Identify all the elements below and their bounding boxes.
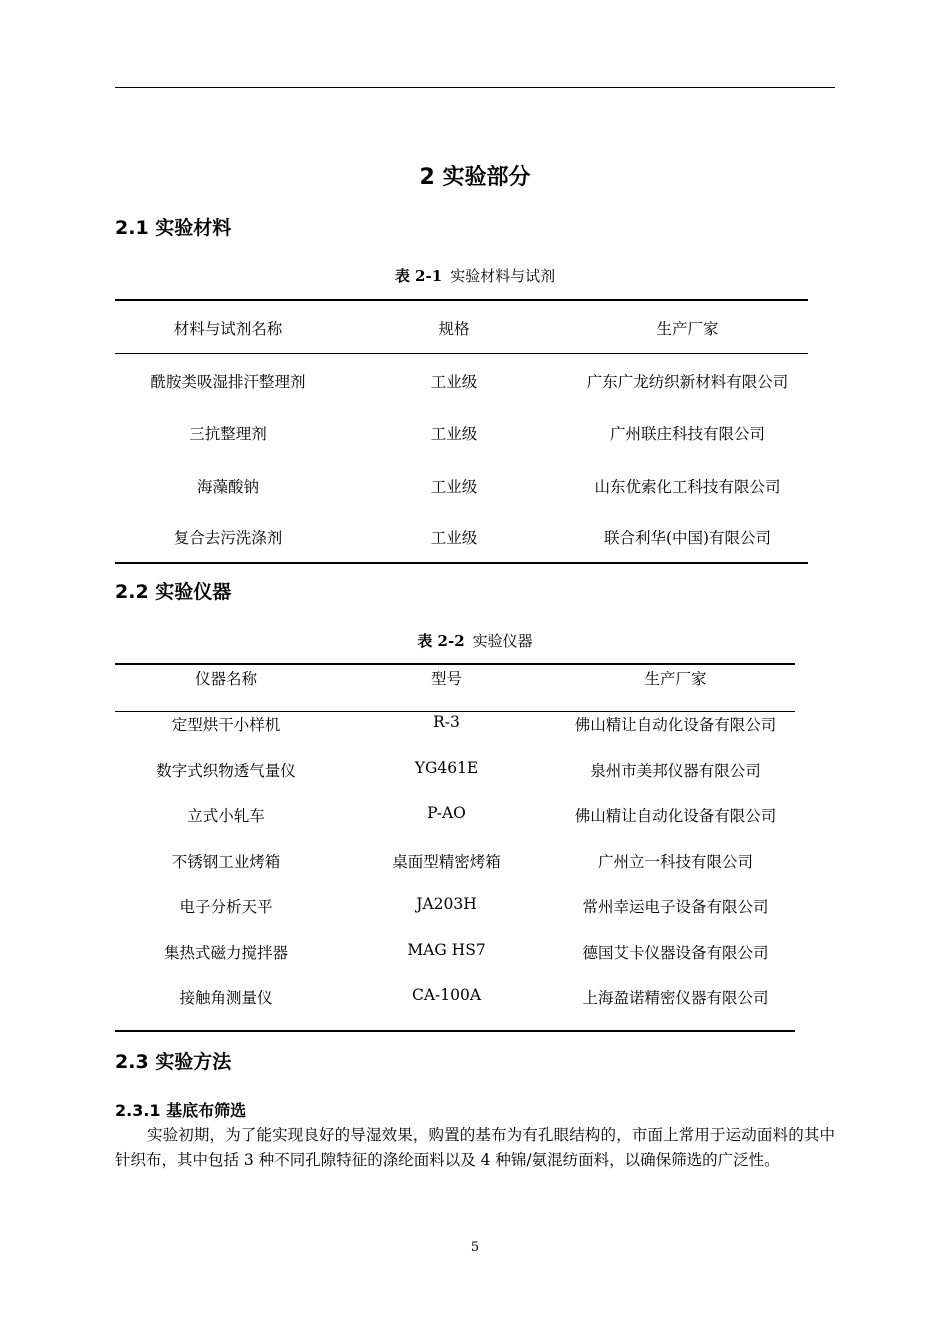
table-cell: 泉州市美邦仪器有限公司 bbox=[590, 762, 761, 780]
table2-header-row bbox=[115, 667, 795, 689]
table1-top-rule bbox=[115, 299, 808, 301]
table-row bbox=[115, 713, 795, 735]
table1-header-cell: 规格 bbox=[438, 320, 470, 338]
table1-header-row bbox=[115, 317, 808, 339]
table2-header-cell: 型号 bbox=[430, 670, 462, 688]
table-cell: 接触角测量仪 bbox=[179, 989, 273, 1007]
table-row bbox=[115, 526, 808, 548]
page-number: 5 bbox=[470, 1240, 480, 1255]
table-cell: 立式小轧车 bbox=[187, 807, 265, 825]
table-cell: 电子分析天平 bbox=[179, 898, 273, 916]
table1-header-rule bbox=[115, 353, 808, 354]
table-row bbox=[115, 804, 795, 826]
table-cell: 佛山精让自动化设备有限公司 bbox=[574, 807, 777, 825]
table-cell: 工业级 bbox=[430, 478, 478, 496]
table-cell: 定型烘干小样机 bbox=[171, 716, 281, 734]
table-cell: MAG HS7 bbox=[407, 941, 486, 959]
table1-header-cell: 材料与试剂名称 bbox=[173, 320, 283, 338]
table2-caption bbox=[0, 630, 950, 651]
table-row bbox=[115, 941, 795, 963]
body-paragraph: 实验初期，为了能实现良好的导湿效果，购置的基布为有孔眼结构的，市面上常用于运动面料的其中针织布，其中包括 3 种不同孔隙特征的涤纶面料以及 4 种锦/氨混纺面料，以确保筛选的广泛性。 bbox=[115, 1126, 835, 1169]
table-cell: 常州幸运电子设备有限公司 bbox=[582, 898, 769, 916]
table1-header-cell: 生产厂家 bbox=[656, 320, 719, 338]
table2-top-rule bbox=[115, 663, 795, 665]
table2-caption-label: 表 2-2 bbox=[417, 632, 465, 650]
table2-header-cell: 仪器名称 bbox=[194, 670, 257, 688]
table-cell: 数字式织物透气量仪 bbox=[156, 762, 296, 780]
table-cell: 上海盈诺精密仪器有限公司 bbox=[582, 989, 769, 1007]
table-cell: 海藻酸钠 bbox=[196, 478, 259, 496]
table-cell: CA-100A bbox=[411, 986, 482, 1004]
table-cell: 工业级 bbox=[430, 529, 478, 547]
table1-caption-label: 表 2-1 bbox=[394, 267, 443, 285]
chapter-title: 2 实验部分 bbox=[419, 165, 531, 190]
subsection-heading-base-fabric: 2.3.1 基底布筛选 bbox=[115, 1101, 247, 1120]
table2-bottom-rule bbox=[115, 1030, 795, 1032]
table-cell: 佛山精让自动化设备有限公司 bbox=[574, 716, 777, 734]
table-cell: P-AO bbox=[427, 804, 466, 822]
table2-header-rule bbox=[115, 711, 795, 712]
table-cell: 广州联庄科技有限公司 bbox=[609, 425, 765, 443]
table2-caption-text: 实验仪器 bbox=[472, 632, 533, 650]
table-cell: 联合利华(中国)有限公司 bbox=[603, 529, 772, 547]
table-cell: YG461E bbox=[414, 759, 479, 777]
table-row bbox=[115, 370, 808, 392]
table-cell: 广州立一科技有限公司 bbox=[597, 853, 753, 871]
table-cell: JA203H bbox=[416, 895, 477, 913]
table2-header-cell: 生产厂家 bbox=[644, 670, 707, 688]
table-row bbox=[115, 475, 808, 497]
table-cell: 桌面型精密烤箱 bbox=[392, 853, 501, 871]
table-cell: 集热式磁力搅拌器 bbox=[163, 944, 288, 962]
table1-bottom-rule bbox=[115, 562, 808, 564]
table-row bbox=[115, 986, 795, 1008]
table-cell: 工业级 bbox=[430, 373, 478, 391]
section-heading-instruments: 2.2 实验仪器 bbox=[115, 581, 232, 603]
table-cell: 工业级 bbox=[430, 425, 478, 443]
table-cell: 酰胺类吸湿排汗整理剂 bbox=[150, 373, 306, 391]
table-cell: 三抗整理剂 bbox=[189, 425, 267, 443]
table-row bbox=[115, 422, 808, 444]
table-row bbox=[115, 759, 795, 781]
header-rule bbox=[115, 87, 835, 88]
table1-caption-text: 实验材料与试剂 bbox=[450, 267, 556, 285]
table-cell: 广东广龙纺织新材料有限公司 bbox=[586, 373, 789, 391]
table-cell: 复合去污洗涤剂 bbox=[173, 529, 283, 547]
table-cell: 不锈钢工业烤箱 bbox=[171, 853, 281, 871]
table-cell: 德国艾卡仪器设备有限公司 bbox=[582, 944, 769, 962]
section-heading-methods: 2.3 实验方法 bbox=[115, 1051, 232, 1073]
table-row bbox=[115, 895, 795, 917]
table-cell: 山东优索化工科技有限公司 bbox=[594, 478, 781, 496]
table1-caption bbox=[0, 265, 950, 286]
section-heading-materials: 2.1 实验材料 bbox=[115, 217, 232, 239]
table-cell: R-3 bbox=[433, 713, 460, 731]
table-row bbox=[115, 850, 795, 872]
